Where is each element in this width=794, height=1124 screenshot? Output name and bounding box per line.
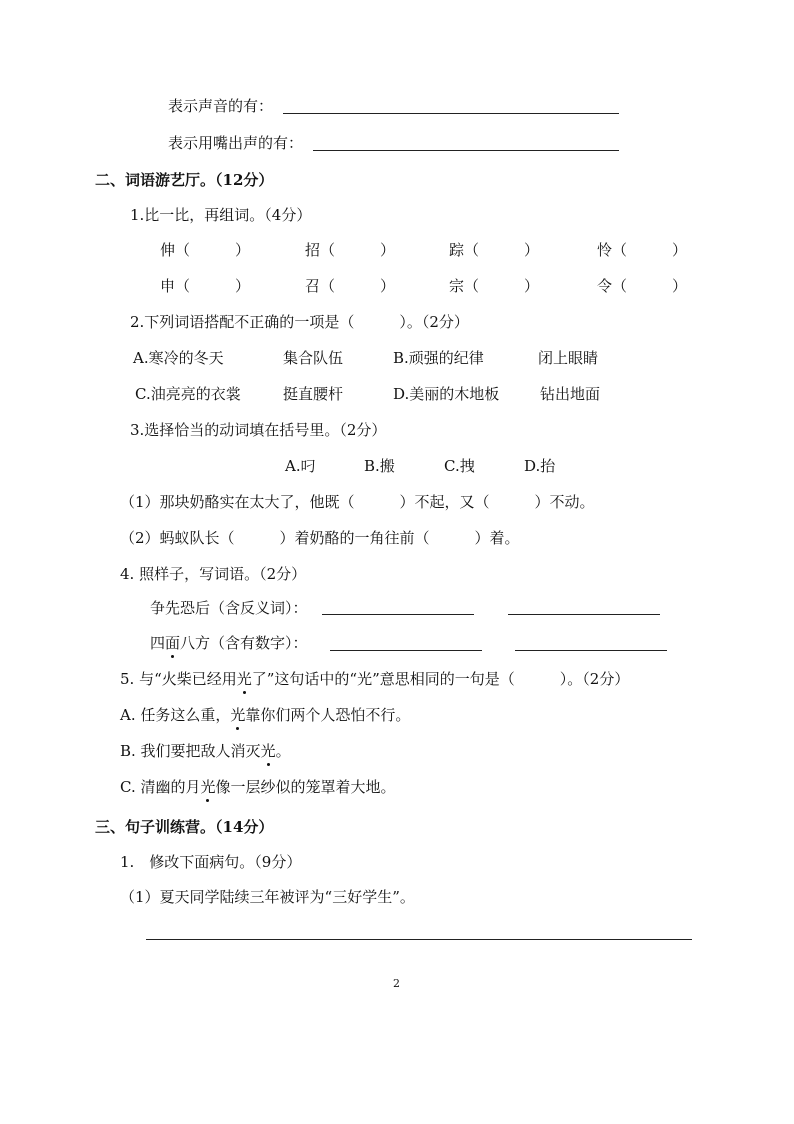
q3-choice-c: C.拽 xyxy=(444,457,475,475)
q5-option-a-pre: A. 任务这么重， xyxy=(120,706,231,724)
q1-row1-item2: 招（ ） xyxy=(305,241,396,259)
section3-title: 三、句子训练营。（14分） xyxy=(95,818,274,836)
q5-prompt-dotted-char: 光 xyxy=(236,670,252,688)
q3-choice-d: D.抬 xyxy=(524,457,556,475)
q1-row2-item3: 宗（ ） xyxy=(449,277,540,295)
q5-option-b-post: 。 xyxy=(275,742,291,760)
q4-example-2-post: 八方（含有数字）： xyxy=(180,634,308,652)
mouth-words-label: 表示用嘴出声的有： xyxy=(168,134,304,152)
q1-row1-item3: 踪（ ） xyxy=(449,241,540,259)
q2-option-d2: 钻出地面 xyxy=(540,385,601,403)
s3-q1-prompt: 1. 修改下面病句。（9分） xyxy=(120,853,302,871)
q5-option-b-pre: B. 我们要把敌人消灭 xyxy=(120,742,261,760)
q5-option-a-post: 靠你们两个人恐怕不行。 xyxy=(245,706,411,724)
q1-row2-item1: 申（ ） xyxy=(160,277,251,295)
q2-option-b2: 闭上眼睛 xyxy=(538,349,599,367)
q1-row2-item2: 召（ ） xyxy=(305,277,396,295)
q3-sentence-2: （2）蚂蚁队长（ ）着奶酪的一角往前（ ）着。 xyxy=(120,529,520,547)
sound-words-label: 表示声音的有： xyxy=(168,97,274,115)
q1-row2-item4: 令（ ） xyxy=(597,277,688,295)
q2-option-a2: 集合队伍 xyxy=(283,349,344,367)
q5-option-b-dotted-char: 光 xyxy=(260,742,276,760)
q1-prompt: 1.比一比，再组词。（4分） xyxy=(130,206,312,224)
section2-title: 二、词语游艺厅。（12分） xyxy=(95,171,274,189)
q5-option-c xyxy=(120,777,396,797)
q5-option-a-dotted-char: 光 xyxy=(230,706,246,724)
q5-option-c-dotted-char: 光 xyxy=(200,778,216,796)
q4-example-1: 争先恐后（含反义词）： xyxy=(150,599,308,617)
q4-example-2-dotted-char: 面 xyxy=(165,634,181,652)
q2-option-c2: 挺直腰杆 xyxy=(283,385,344,403)
q3-sentence-1: （1）那块奶酪实在太大了，他既（ ）不起，又（ ）不动。 xyxy=(120,493,595,511)
q4-example-2 xyxy=(150,633,308,653)
q4-example-1-blank-2[interactable] xyxy=(508,614,660,615)
q5-option-b xyxy=(120,741,291,761)
q5-option-c-post: 像一层纱似的笼罩着大地。 xyxy=(215,778,396,796)
q5-option-a xyxy=(120,705,410,725)
q4-example-1-blank-1[interactable] xyxy=(322,614,474,615)
page-number: 2 xyxy=(393,977,400,990)
q2-option-d: D.美丽的木地板 xyxy=(393,385,500,403)
q4-example-2-blank-1[interactable] xyxy=(330,650,482,651)
s3-q1-sentence-1: （1）夏天同学陆续三年被评为“三好学生”。 xyxy=(120,888,415,906)
q4-example-2-blank-2[interactable] xyxy=(515,650,667,651)
q5-prompt-pre: 5. 与“火柴已经用 xyxy=(120,670,237,688)
q4-example-2-pre: 四 xyxy=(150,634,166,652)
q2-option-b: B.顽强的纪律 xyxy=(393,349,484,367)
sound-words-answer-line[interactable] xyxy=(283,113,619,114)
q3-choice-b: B.搬 xyxy=(364,457,395,475)
q1-row1-item4: 怜（ ） xyxy=(597,241,688,259)
q3-choice-a: A.叼 xyxy=(285,457,316,475)
q5-prompt xyxy=(120,669,629,689)
q5-option-c-pre: C. 清幽的月 xyxy=(120,778,201,796)
s3-q1-answer-line[interactable] xyxy=(146,939,692,940)
q2-option-a: A.寒冷的冬天 xyxy=(133,349,224,367)
mouth-words-answer-line[interactable] xyxy=(313,150,619,151)
q1-row1-item1: 伸（ ） xyxy=(160,241,251,259)
q2-prompt: 2.下列词语搭配不正确的一项是（ ）。（2分） xyxy=(130,313,469,331)
q4-prompt: 4. 照样子，写词语。（2分） xyxy=(120,565,307,583)
q2-option-c: C.油亮亮的衣裳 xyxy=(135,385,241,403)
q3-prompt: 3.选择恰当的动词填在括号里。（2分） xyxy=(130,421,387,439)
q5-prompt-post: 了”这句话中的“光”意思相同的一句是（ ）。（2分） xyxy=(251,670,630,688)
